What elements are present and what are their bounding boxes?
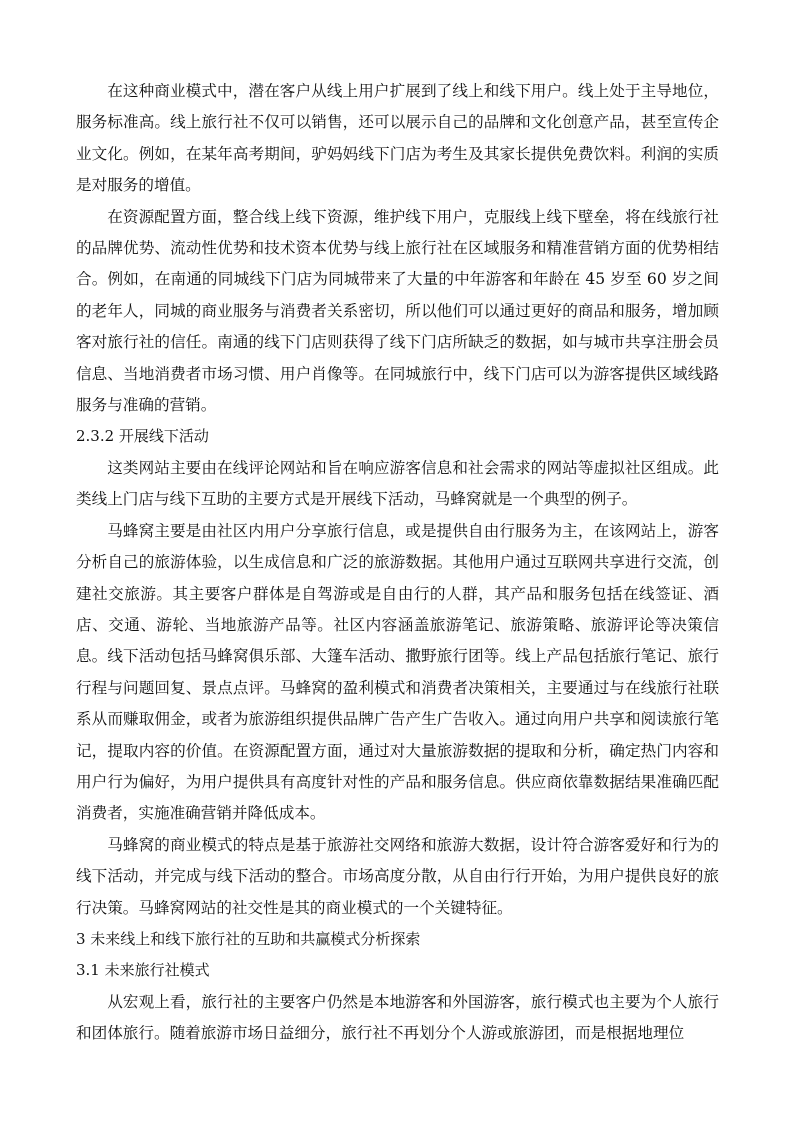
- section-heading-2-3-2: 2.3.2 开展线下活动: [76, 427, 209, 446]
- section-heading-3: 3 未来线上和线下旅行社的互助和共赢模式分析探索: [76, 929, 421, 948]
- paragraph-mafengwo-overview: 马蜂窝主要是由社区内用户分享旅行信息，或是提供自由行服务为主，在该网站上，游客分析自己的旅游体验，以生成信息和广泛的旅游数据。其他用户通过互联网共享进行交流，创建社交旅游。其主要客户群体是自驾游或是自由行的人群，其产品和服务包括在线签证、酒店、交通、游轮、当地旅游产品等。社区内容涵盖旅游笔记、旅游策略、旅游评论等决策信息。线下活动包括马蜂窝俱乐部、大篷车活动、撒野旅行团等。线上产品包括旅行笔记、旅行行程与问题回复、景点点评。马蜂窝的盈利模式和消费者决策相关，主要通过与在线旅行社联系从而赚取佣金，或者为旅游组织提供品牌广告产生广告收入。通过向用户共享和阅读旅行笔记，提取内容的价值。在资源配置方面，通过对大量旅游数据的提取和分析，确定热门内容和用户行为偏好，为用户提供具有高度针对性的产品和服务信息。供应商依靠数据结果准确匹配消费者，实施准确营销并降低成本。: [76, 521, 719, 823]
- paragraph-virtual-community-sites: 这类网站主要由在线评论网站和旨在响应游客信息和社会需求的网站等虚拟社区组成。此类线上门店与线下互助的主要方式是开展线下活动，马蜂窝就是一个典型的例子。: [76, 458, 719, 509]
- paragraph-online-dominant-model: 在这种商业模式中，潜在客户从线上用户扩展到了线上和线下用户。线上处于主导地位，服务标准高。线上旅行社不仅可以销售，还可以展示自己的品牌和文化创意产品，甚至宣传企业文化。例如，在某年高考期间，驴妈妈线下门店为考生及其家长提供免费饮料。利润的实质是对服务的增值。: [76, 82, 719, 195]
- section-heading-3-1: 3.1 未来旅行社模式: [76, 961, 210, 980]
- paragraph-resource-allocation: 在资源配置方面，整合线上线下资源，维护线下用户，克服线上线下壁垒，将在线旅行社的品牌优势、流动性优势和技术资本优势与线上旅行社在区域服务和精准营销方面的优势相结合。例如，在南通的同城线下门店为同城带来了大量的中年游客和年龄在 45 岁至 60 岁之间的老年人，同城的商业服务与消费者关系密切，所以他们可以通过更好的商品和服务，增加顾客对旅行社的信任。南通的线下门店则获得了线下门店所缺乏的数据，如与城市共享注册会员信息、当地消费者市场习惯、用户肖像等。在同城旅行中，线下门店可以为游客提供区域线路服务与准确的营销。: [76, 207, 719, 415]
- paragraph-macro-view: 从宏观上看，旅行社的主要客户仍然是本地游客和外国游客，旅行模式也主要为个人旅行和团体旅行。随着旅游市场日益细分，旅行社不再划分个人游或旅游团，而是根据地理位: [76, 992, 719, 1043]
- paragraph-mafengwo-model-features: 马蜂窝的商业模式的特点是基于旅游社交网络和旅游大数据，设计符合游客爱好和行为的线下活动，并完成与线下活动的整合。市场高度分散，从自由行行开始，为用户提供良好的旅行决策。马蜂窝网站的社交性是其的商业模式的一个关键特征。: [76, 835, 719, 917]
- document-page: [76, 76, 719, 1050]
